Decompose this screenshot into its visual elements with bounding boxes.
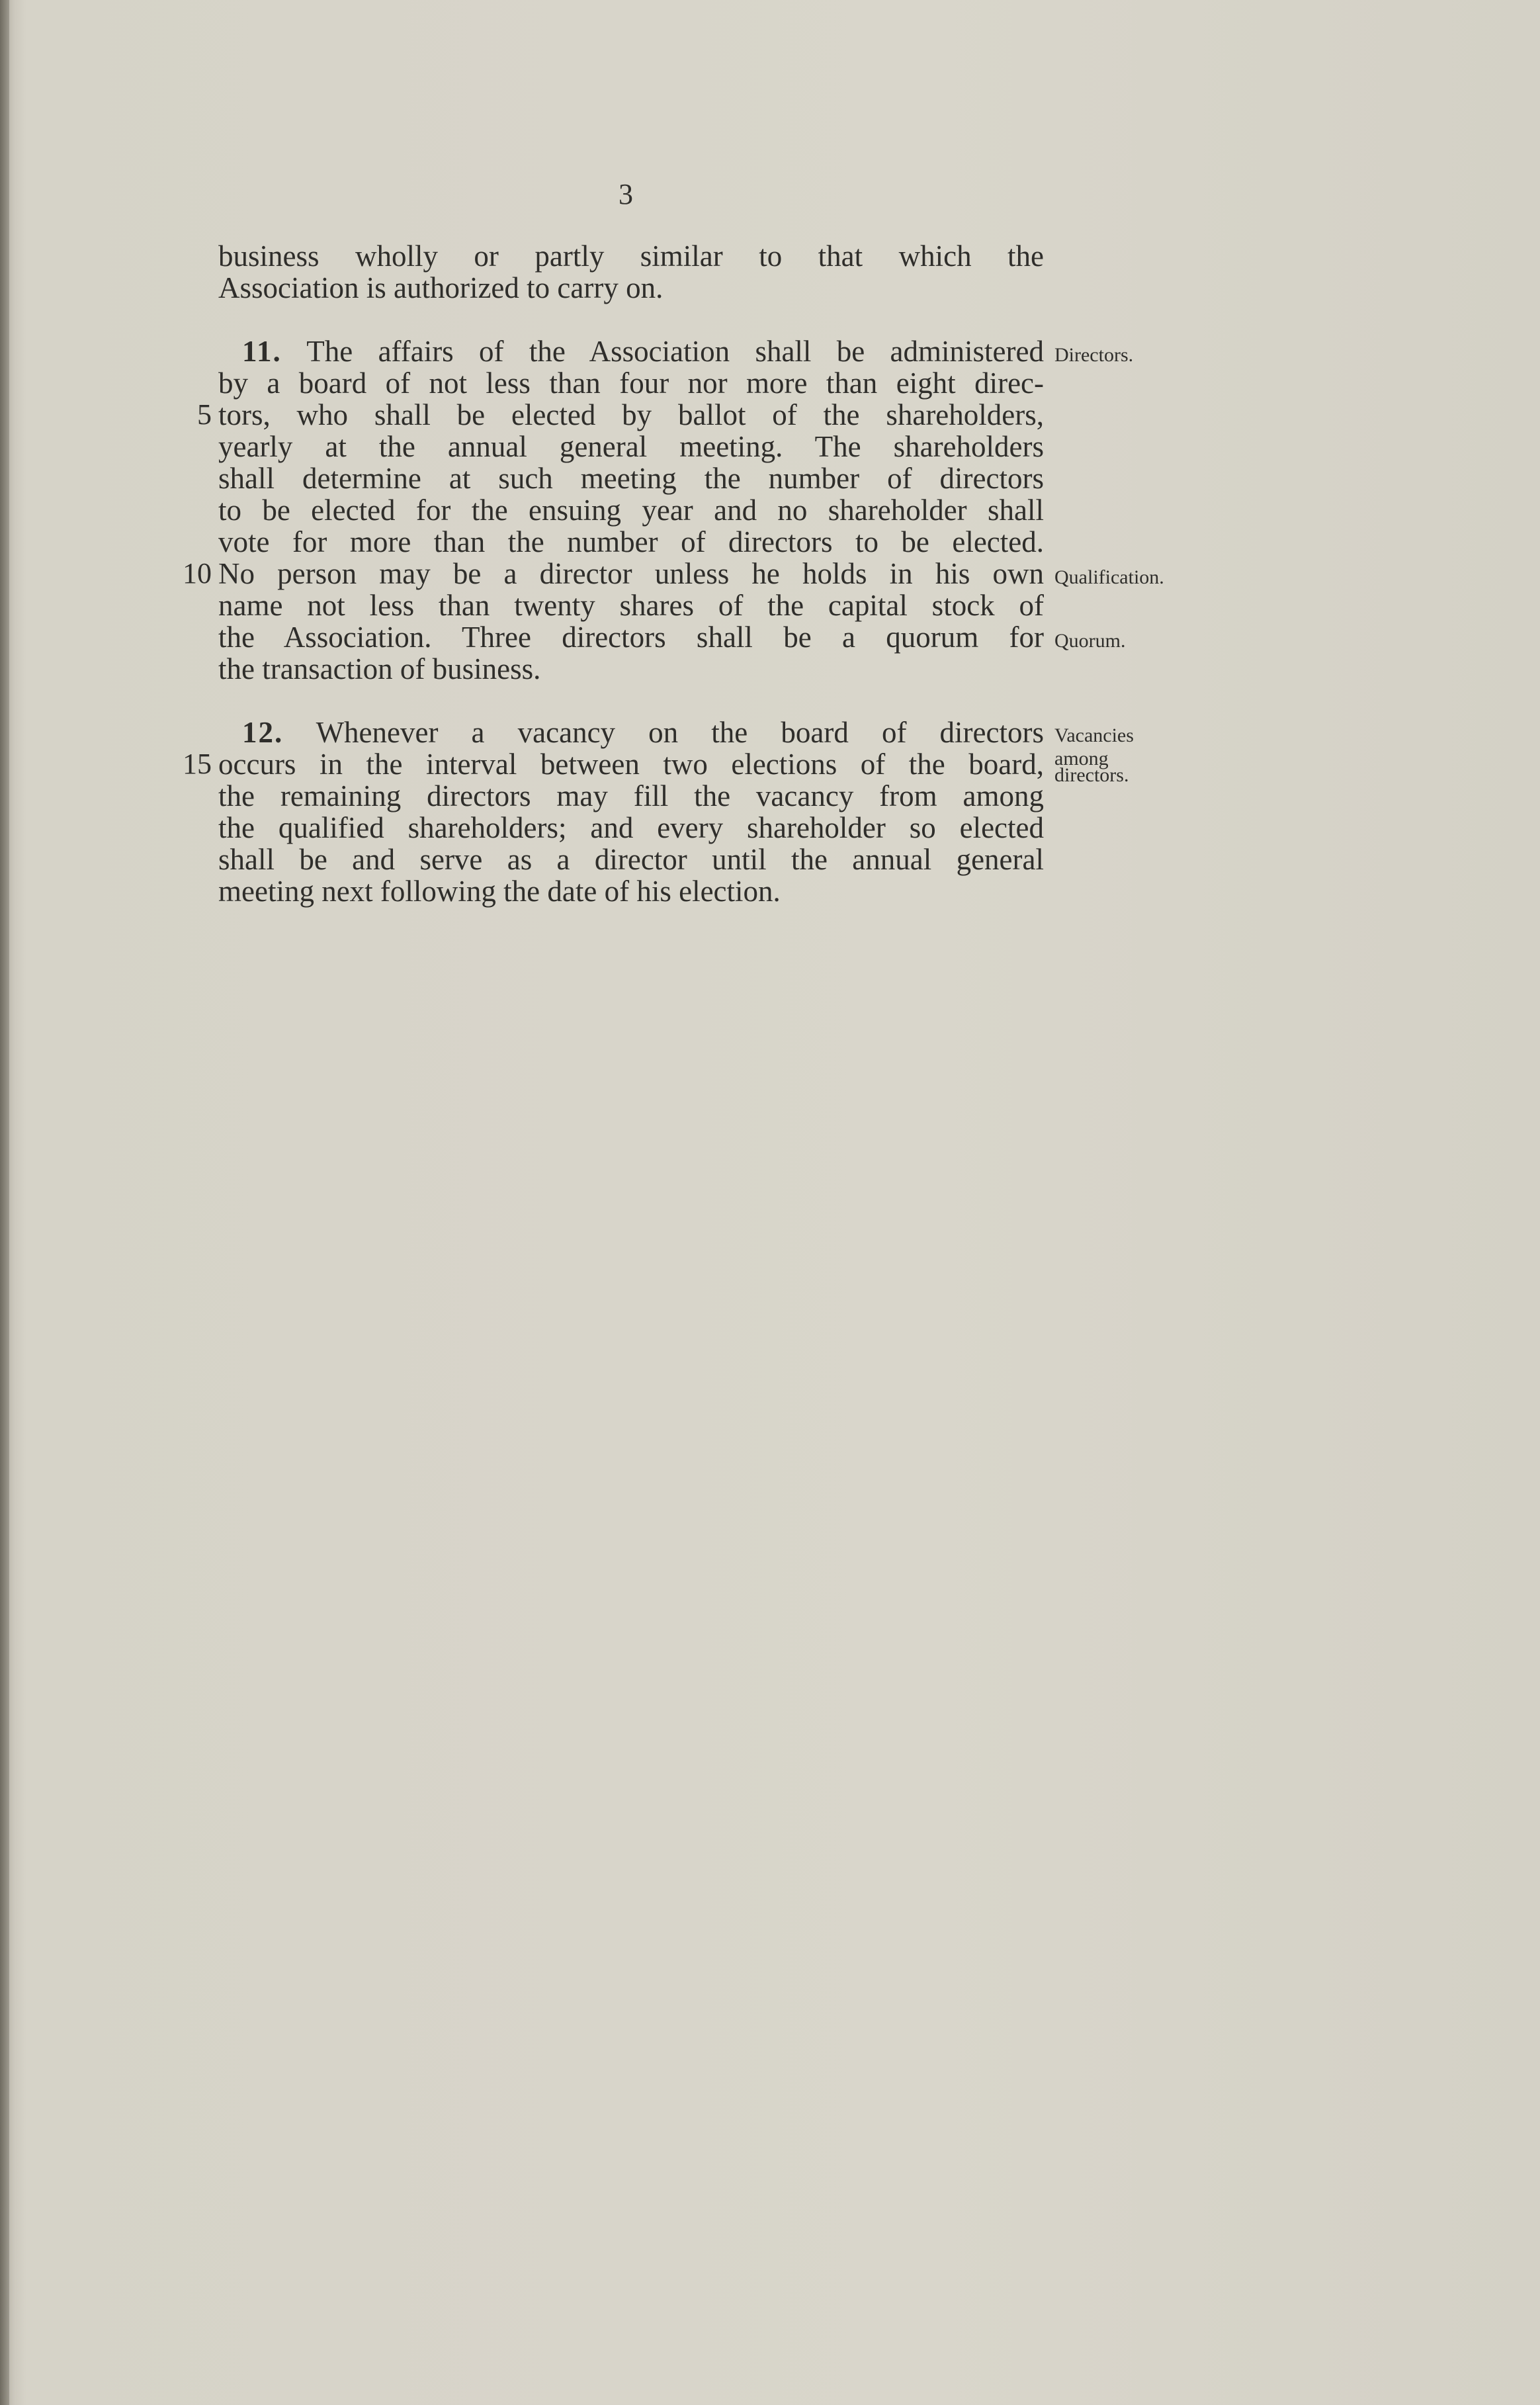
body-line: meeting next following the date of his election. <box>218 875 781 908</box>
body-line: the remaining directors may fill the vacancy from among <box>218 779 1044 812</box>
margin-note-directors: Directors. <box>1054 344 1134 366</box>
body-line: shall be and serve as a director until the annual general <box>218 843 1044 876</box>
body-line: to be elected for the ensuing year and no shareholder shall <box>218 494 1044 527</box>
section-11-number: 11. <box>242 335 282 368</box>
margin-note-vacancies: Vacancies <box>1054 724 1134 746</box>
margin-note-directors-2: directors. <box>1054 764 1129 786</box>
section-12-first-line <box>218 717 1044 748</box>
body-line: the qualified shareholders; and every shareholder so elected <box>218 811 1044 844</box>
body-line: tors, who shall be elected by ballot of the shareholders, <box>218 398 1044 431</box>
section-12-line-text: Whenever a vacancy on the board of directors <box>316 716 1044 749</box>
body-line: yearly at the annual general meeting. The shareholders <box>218 430 1044 463</box>
line-number-15: 15 <box>183 748 212 780</box>
margin-note-quorum: Quorum. <box>1054 630 1126 652</box>
body-line: the transaction of business. <box>218 652 541 685</box>
body-line: shall determine at such meeting the number of directors <box>218 462 1044 495</box>
line-number-10: 10 <box>183 557 212 590</box>
body-line: business wholly or partly similar to that which the <box>218 240 1044 273</box>
body-line: No person may be a director unless he holds in his own <box>218 557 1044 590</box>
body-line: name not less than twenty shares of the capital stock of <box>218 589 1044 622</box>
line-number-5: 5 <box>197 398 212 431</box>
body-line: Association is authorized to carry on. <box>218 271 663 304</box>
page-gutter-shadow <box>0 0 9 2405</box>
page-number: 3 <box>619 178 633 210</box>
margin-note-qualification: Qualification. <box>1054 566 1164 588</box>
section-11-first-line <box>218 335 1044 367</box>
body-line: the Association. Three directors shall be a quorum for <box>218 621 1044 654</box>
margin-note-among: among <box>1054 748 1109 769</box>
body-line: by a board of not less than four nor more than eight direc- <box>218 367 1044 400</box>
body-line: vote for more than the number of directors to be elected. <box>218 525 1044 558</box>
body-line: occurs in the interval between two elections of the board, <box>218 748 1044 781</box>
section-11-line-text: The affairs of the Association shall be administered <box>306 335 1044 368</box>
section-12-number: 12. <box>242 716 284 749</box>
